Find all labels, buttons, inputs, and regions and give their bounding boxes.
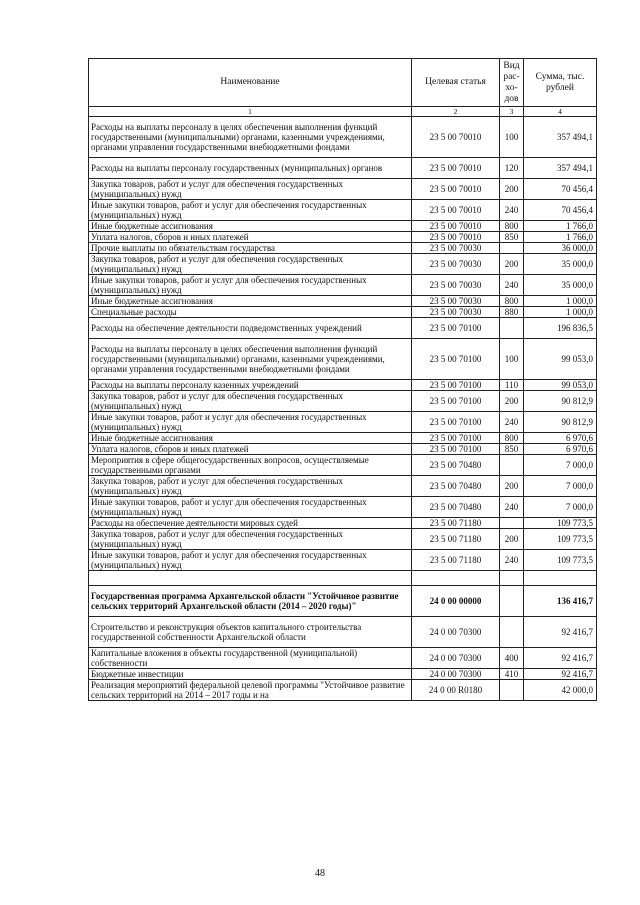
row-sum: 7 000,0 [524,455,597,476]
table-body [89,117,597,701]
table-row [89,497,597,518]
row-sum: 7 000,0 [524,476,597,497]
table-row [89,275,597,296]
row-name: Иные закупки товаров, работ и услуг для обеспечения государственных (муниципальных) нужд [89,550,412,571]
table-row [89,117,597,158]
header-target-article: Целевая статья [412,59,500,107]
row-name: Расходы на обеспечение деятельности мировых судей [89,518,412,529]
row-expense-kind [500,518,524,529]
row-name: Мероприятия в сфере общегосударственных вопросов, осуществляемые государственными органами [89,455,412,476]
table-row [89,648,597,669]
row-expense-kind: 240 [500,497,524,518]
row-expense-kind [500,318,524,339]
row-sum: 109 773,5 [524,518,597,529]
table-row [89,529,597,550]
table-row [89,318,597,339]
row-name: Специальные расходы [89,307,412,318]
table-row [89,571,597,586]
row-sum: 6 970,6 [524,433,597,444]
column-number: 2 [412,107,500,117]
table-row [89,444,597,455]
row-sum: 1 766,0 [524,232,597,243]
row-sum: 92 416,7 [524,669,597,680]
row-expense-kind: 410 [500,669,524,680]
row-sum: 42 000,0 [524,680,597,701]
row-sum: 90 812,9 [524,412,597,433]
row-target-article: 23 5 00 70030 [412,243,500,254]
row-target-article: 23 5 00 71180 [412,529,500,550]
table-row [89,200,597,221]
row-target-article: 23 5 00 70010 [412,179,500,200]
row-name: Строительство и реконструкция объектов капитального строительства государственной собственности Архангельской области [89,617,412,648]
row-target-article: 23 5 00 70010 [412,221,500,232]
row-expense-kind: 850 [500,232,524,243]
budget-table [88,58,597,701]
row-sum: 357 494,1 [524,158,597,179]
row-expense-kind [500,571,524,586]
row-expense-kind: 800 [500,433,524,444]
table-row [89,179,597,200]
row-expense-kind: 240 [500,200,524,221]
row-target-article: 23 5 00 70100 [412,412,500,433]
table-row [89,586,597,617]
row-target-article: 23 5 00 70100 [412,380,500,391]
row-target-article: 24 0 00 70300 [412,617,500,648]
row-name: Закупка товаров, работ и услуг для обеспечения государственных (муниципальных) нужд [89,476,412,497]
row-expense-kind: 200 [500,179,524,200]
row-sum: 36 000,0 [524,243,597,254]
row-expense-kind: 880 [500,307,524,318]
row-target-article: 23 5 00 71180 [412,518,500,529]
row-expense-kind: 200 [500,476,524,497]
row-target-article: 23 5 00 70100 [412,318,500,339]
column-number: 3 [500,107,524,117]
row-target-article: 23 5 00 70010 [412,200,500,221]
row-expense-kind: 200 [500,529,524,550]
row-name: Иные бюджетные ассигнования [89,296,412,307]
row-expense-kind: 800 [500,221,524,232]
table-row [89,391,597,412]
table-row [89,617,597,648]
row-sum: 99 053,0 [524,339,597,380]
table-row [89,339,597,380]
column-number: 4 [524,107,597,117]
row-expense-kind [500,680,524,701]
row-target-article: 23 5 00 70480 [412,476,500,497]
row-name: Расходы на выплаты персоналу государственных (муниципальных) органов [89,158,412,179]
row-target-article: 23 5 00 70010 [412,117,500,158]
row-sum: 92 416,7 [524,617,597,648]
table-header-row [89,59,597,107]
header-name: Наименование [89,59,412,107]
column-number-row [89,107,597,117]
row-expense-kind: 240 [500,550,524,571]
row-target-article: 23 5 00 70030 [412,254,500,275]
row-name: Реализация мероприятий федеральной целевой программы "Устойчивое развитие сельских территорий на 2014 – 2017 годы и на [89,680,412,701]
row-sum: 7 000,0 [524,497,597,518]
row-name: Бюджетные инвестиции [89,669,412,680]
table-row [89,476,597,497]
row-target-article: 23 5 00 70480 [412,497,500,518]
table-row [89,518,597,529]
row-target-article: 23 5 00 70100 [412,444,500,455]
row-target-article: 23 5 00 70030 [412,275,500,296]
row-target-article: 23 5 00 70480 [412,455,500,476]
table-row [89,455,597,476]
row-expense-kind: 120 [500,158,524,179]
row-name: Государственная программа Архангельской области "Устойчивое развитие сельских территорий Архангельской области (2014 – 2020 годы)" [89,586,412,617]
row-expense-kind: 400 [500,648,524,669]
row-target-article: 23 5 00 70100 [412,339,500,380]
table-row [89,680,597,701]
row-name: Уплата налогов, сборов и иных платежей [89,232,412,243]
budget-table-sheet [88,58,596,701]
row-name: Расходы на выплаты персоналу в целях обеспечения выполнения функций государственными (муниципальными) органами, казенными учреждениями, органами управления государственными внебюджетными фондами [89,339,412,380]
row-expense-kind: 110 [500,380,524,391]
row-sum: 70 456,4 [524,200,597,221]
table-row [89,254,597,275]
row-sum: 1 766,0 [524,221,597,232]
row-target-article: 24 0 00 70300 [412,669,500,680]
row-sum: 109 773,5 [524,529,597,550]
row-name: Уплата налогов, сборов и иных платежей [89,444,412,455]
table-row [89,669,597,680]
row-name: Закупка товаров, работ и услуг для обеспечения государственных (муниципальных) нужд [89,179,412,200]
row-target-article: 23 5 00 70010 [412,158,500,179]
row-sum: 1 000,0 [524,296,597,307]
row-expense-kind [500,243,524,254]
row-target-article: 23 5 00 70030 [412,296,500,307]
row-target-article: 23 5 00 70100 [412,433,500,444]
row-sum: 35 000,0 [524,275,597,296]
row-target-article: 24 0 00 00000 [412,586,500,617]
table-row [89,296,597,307]
row-sum: 35 000,0 [524,254,597,275]
row-target-article: 23 5 00 70030 [412,307,500,318]
table-row [89,158,597,179]
table-row [89,433,597,444]
row-name: Иные закупки товаров, работ и услуг для обеспечения государственных (муниципальных) нужд [89,497,412,518]
row-name: Капитальные вложения в объекты государственной (муниципальной) собственности [89,648,412,669]
header-expense-kind: Вид рас-хо-дов [500,59,524,107]
row-expense-kind: 240 [500,412,524,433]
row-target-article [412,571,500,586]
row-name: Иные закупки товаров, работ и услуг для обеспечения государственных (муниципальных) нужд [89,200,412,221]
row-sum: 70 456,4 [524,179,597,200]
table-row [89,550,597,571]
table-row [89,232,597,243]
table-row [89,380,597,391]
row-sum: 196 836,5 [524,318,597,339]
row-expense-kind [500,586,524,617]
row-sum: 1 000,0 [524,307,597,318]
row-expense-kind: 100 [500,339,524,380]
row-name: Расходы на выплаты персоналу в целях обеспечения выполнения функций государственными (муниципальными) органами, казенными учреждениями, органами управления государственными внебюджетными фондами [89,117,412,158]
row-sum: 136 416,7 [524,586,597,617]
row-name: Закупка товаров, работ и услуг для обеспечения государственных (муниципальных) нужд [89,254,412,275]
row-name: Закупка товаров, работ и услуг для обеспечения государственных (муниципальных) нужд [89,529,412,550]
row-target-article: 23 5 00 71180 [412,550,500,571]
row-name: Прочие выплаты по обязательствам государства [89,243,412,254]
row-name [89,571,412,586]
row-name: Расходы на выплаты персоналу казенных учреждений [89,380,412,391]
row-expense-kind [500,455,524,476]
row-name: Расходы на обеспечение деятельности подведомственных учреждений [89,318,412,339]
table-row [89,412,597,433]
column-number: 1 [89,107,412,117]
row-expense-kind: 240 [500,275,524,296]
row-sum: 109 773,5 [524,550,597,571]
row-target-article: 24 0 00 R0180 [412,680,500,701]
row-sum [524,571,597,586]
row-name: Иные бюджетные ассигнования [89,221,412,232]
row-expense-kind: 200 [500,254,524,275]
table-row [89,221,597,232]
row-name: Иные закупки товаров, работ и услуг для обеспечения государственных (муниципальных) нужд [89,275,412,296]
header-sum: Сумма, тыс. рублей [524,59,597,107]
row-expense-kind: 200 [500,391,524,412]
row-expense-kind [500,617,524,648]
row-name: Иные закупки товаров, работ и услуг для обеспечения государственных (муниципальных) нужд [89,412,412,433]
row-target-article: 24 0 00 70300 [412,648,500,669]
row-expense-kind: 100 [500,117,524,158]
row-sum: 6 970,6 [524,444,597,455]
row-sum: 92 416,7 [524,648,597,669]
row-name: Иные бюджетные ассигнования [89,433,412,444]
row-expense-kind: 800 [500,296,524,307]
row-target-article: 23 5 00 70100 [412,391,500,412]
page-number: 48 [315,868,325,879]
row-name: Закупка товаров, работ и услуг для обеспечения государственных (муниципальных) нужд [89,391,412,412]
row-sum: 90 812,9 [524,391,597,412]
row-expense-kind: 850 [500,444,524,455]
row-sum: 99 053,0 [524,380,597,391]
row-sum: 357 494,1 [524,117,597,158]
row-target-article: 23 5 00 70010 [412,232,500,243]
table-row [89,243,597,254]
table-row [89,307,597,318]
